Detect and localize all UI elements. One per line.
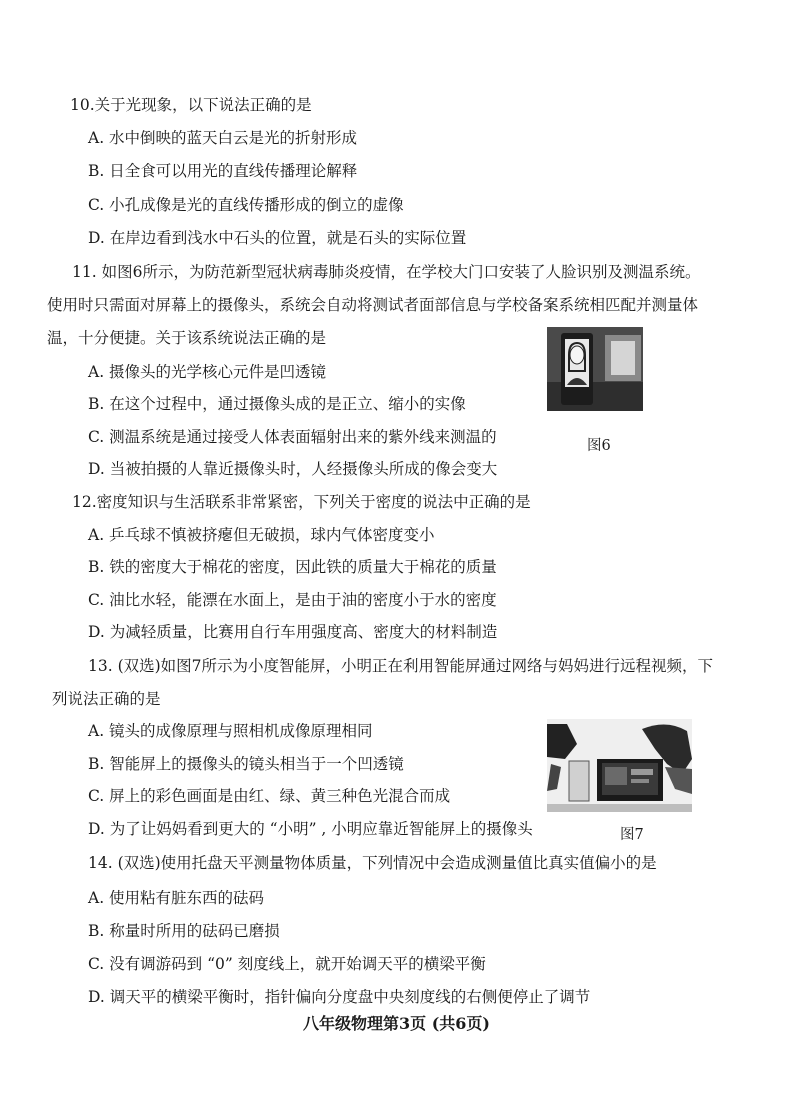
question-11-stem-line-2: 使用时只需面对屏幕上的摄像头，系统会自动将测试者面部信息与学校备案系统相匹配并测量体	[47, 296, 699, 314]
question-10-option-b: B. 日全食可以用光的直线传播理论解释	[88, 162, 358, 180]
question-11-option-a: A. 摄像头的光学核心元件是凹透镜	[88, 363, 327, 381]
question-13-option-b: B. 智能屏上的摄像头的镜头相当于一个凹透镜	[88, 755, 404, 773]
question-14-option-a: A. 使用粘有脏东西的砝码	[88, 889, 265, 907]
question-11-option-c: C. 测温系统是通过接受人体表面辐射出来的紫外线来测温的	[88, 428, 497, 446]
question-13-stem-line-1: 13. (双选)如图7所示为小度智能屏，小明正在利用智能屏通过网络与妈妈进行远程视频，下	[88, 657, 714, 675]
question-13-option-d: D. 为了让妈妈看到更大的 “小明” , 小明应靠近智能屏上的摄像头	[88, 820, 533, 838]
question-14-stem: 14. (双选)使用托盘天平测量物体质量，下列情况中会造成测量值比真实值偏小的是	[88, 854, 657, 872]
question-11-stem-line-1: 11. 如图6所示，为防范新型冠状病毒肺炎疫情，在学校大门口安装了人脸识别及测温系统。	[72, 263, 701, 281]
question-14-option-c: C. 没有调游码到 “0” 刻度线上，就开始调天平的横梁平衡	[88, 955, 486, 973]
figure-7-caption: 图7	[620, 827, 644, 843]
question-11-option-b: B. 在这个过程中，通过摄像头成的是正立、缩小的实像	[88, 395, 466, 413]
figure-6-caption: 图6	[587, 438, 611, 454]
question-12-option-d: D. 为减轻质量，比赛用自行车用强度高、密度大的材料制造	[88, 623, 498, 641]
question-13-option-c: C. 屏上的彩色画面是由红、绿、黄三种色光混合而成	[88, 787, 451, 805]
question-10-option-d: D. 在岸边看到浅水中石头的位置，就是石头的实际位置	[88, 229, 467, 247]
question-10-stem: 10.关于光现象，以下说法正确的是	[70, 96, 312, 114]
question-11-stem-line-3: 温，十分便捷。关于该系统说法正确的是	[47, 329, 327, 347]
smart-screen-illustration	[547, 719, 692, 812]
question-12-stem: 12.密度知识与生活联系非常紧密，下列关于密度的说法中正确的是	[72, 493, 531, 511]
question-14-option-b: B. 称量时所用的砝码已磨损	[88, 922, 280, 940]
question-13-option-a: A. 镜头的成像原理与照相机成像原理相同	[88, 722, 373, 740]
page-footer: 八年级物理第3页 (共6页)	[303, 1014, 490, 1033]
question-12-option-a: A. 乒乓球不慎被挤瘪但无破损，球内气体密度变小	[88, 526, 435, 544]
question-12-option-c: C. 油比水轻，能漂在水面上，是由于油的密度小于水的密度	[88, 591, 497, 609]
question-14-option-d: D. 调天平的横梁平衡时，指针偏向分度盘中央刻度线的右侧便停止了调节	[88, 988, 591, 1006]
question-10-option-c: C. 小孔成像是光的直线传播形成的倒立的虚像	[88, 196, 404, 214]
face-terminal-illustration	[547, 327, 643, 411]
figure-6-face-recognition-photo	[547, 327, 643, 411]
question-10-option-a: A. 水中倒映的蓝天白云是光的折射形成	[88, 129, 358, 147]
figure-7-smart-screen-photo	[547, 719, 692, 812]
question-12-option-b: B. 铁的密度大于棉花的密度，因此铁的质量大于棉花的质量	[88, 558, 497, 576]
question-13-stem-line-2: 列说法正确的是	[52, 690, 161, 708]
question-11-option-d: D. 当被拍摄的人靠近摄像头时，人经摄像头所成的像会变大	[88, 460, 498, 478]
